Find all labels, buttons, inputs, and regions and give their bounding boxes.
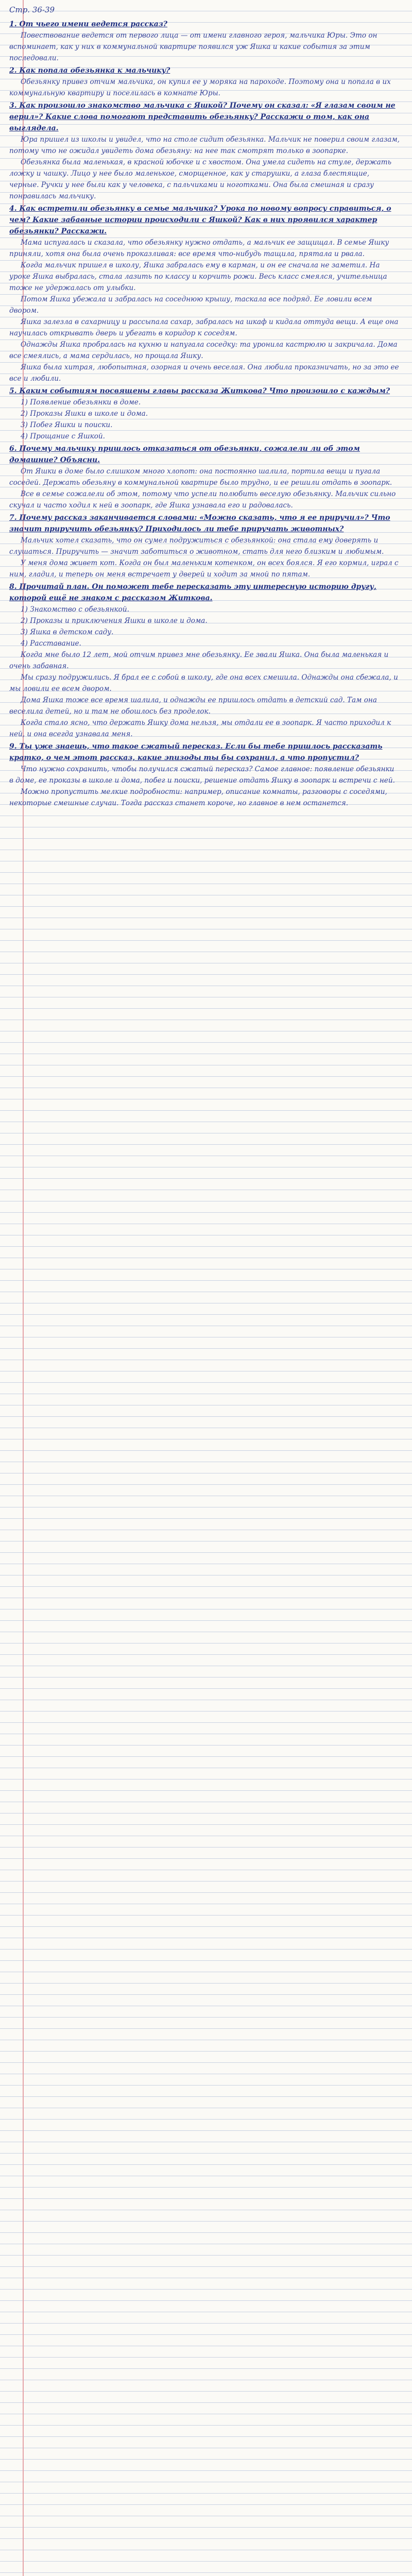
question-5: 5. Каким событиям посвящены главы рассказа Житкова? Что произошло с каждым? [9, 387, 390, 395]
answer-paragraph: Что нужно сохранить, чтобы получился сжатый пересказ? Самое главное: появление обезьянки в доме, ее проказы в школе и дома, побег и поиски, решение отдать Яшку в зоопарк и встречи с ней. [9, 765, 395, 785]
answer-paragraph: Яшка залезла в сахарницу и рассыпала сахар, забралась на шкаф и кидала оттуда вещи. А еще она научилась открывать дверь и убегать в коридор к соседям. [9, 318, 399, 337]
answer-paragraph: Однажды Яшка пробралась на кухню и напугала соседку: та уронила кастрюлю и закричала. Дома все смеялись, а мама сердилась, но прощала Яшку. [9, 341, 398, 360]
list-item: 2) Проказы Яшки в школе и дома. [21, 410, 148, 418]
content [9, 19, 400, 809]
answer-paragraph: Обезьянка была маленькая, в красной юбочке и с хвостом. Она умела сидеть на стуле, держать ложку и чашку. Лицо у нее было маленькое, сморщенное, как у старушки, а глаза блестящие, черные. Ручки у нее были как у человека, с пальчиками и ноготками. Она была смешная и сразу понравилась мальчику. [9, 158, 392, 200]
answer-paragraph: Яшка была хитрая, любопытная, озорная и очень веселая. Она любила проказничать, но за это ее все и любили. [9, 363, 399, 383]
page-number: Стр. 36-39 [9, 5, 55, 14]
list-item: 1) Появление обезьянки в доме. [21, 398, 141, 406]
answer-list [9, 604, 400, 649]
question-8: 8. Прочитай план. Он поможет тебе пересказать эту интересную историю другу, которой ещё не знаком с рассказом Житкова. [9, 583, 376, 602]
section-1 [9, 19, 400, 64]
section-9 [9, 741, 400, 809]
answer-list [9, 397, 400, 442]
answer-paragraph: Мальчик хотел сказать, что он сумел подружиться с обезьянкой: она стала ему доверять и слушаться. Приручить — значит заботиться о животном, стать для него близким и любимым. [9, 536, 384, 556]
list-item: 2) Проказы и приключения Яшки в школе и дома. [21, 617, 208, 625]
list-item: 3) Побег Яшки и поиски. [21, 421, 113, 429]
section-3 [9, 100, 400, 202]
section-6 [9, 443, 400, 511]
section-2 [9, 65, 400, 99]
list-item: 1) Знакомство с обезьянкой. [21, 605, 129, 614]
list-item: 3) Яшка в детском саду. [21, 628, 114, 636]
section-5 [9, 385, 400, 442]
answer-paragraph: Когда мальчик пришел в школу, Яшка забралась ему в карман, и он ее сначала не заметил. На уроке Яшка выбралась, стала лазить по классу и корчить рожи. Весь класс смеялся, учительница тоже не удержалась от улыбки. [9, 261, 387, 292]
answer-paragraph: Все в семье сожалели об этом, потому что успели полюбить веселую обезьянку. Мальчик сильно скучал и часто ходил к ней в зоопарк, где Яшка узнавала его и радовалась. [9, 490, 396, 510]
section-7 [9, 512, 400, 580]
question-7: 7. Почему рассказ заканчивается словами: «Можно сказать, что я ее приручил»? Что значит приручить обезьянку? Приходилось ли тебе приручать животных? [9, 514, 390, 533]
section-4 [9, 203, 400, 384]
answer-paragraph: Юра пришел из школы и увидел, что на столе сидит обезьянка. Мальчик не поверил своим глазам, потому что не ожидал увидеть дома обезьяну: на нее так смотрят только в зоопарке. [9, 135, 400, 155]
answer-paragraph: Можно пропустить мелкие подробности: например, описание комнаты, разговоры с соседями, некоторые смешные случаи. Тогда рассказ станет короче, но главное в нем останется. [9, 788, 387, 807]
question-9: 9. Ты уже знаешь, что такое сжатый пересказ. Если бы тебе пришлось рассказать кратко, о чем этот рассказ, какие эпизоды ты бы сохранил, а что пропустил? [9, 742, 383, 762]
answer-paragraph: Мама испугалась и сказала, что обезьянку нужно отдать, а мальчик ее защищал. В семье Яшку приняли, хотя она была очень проказливая: все время что-нибудь тащила, прятала и рвала. [9, 239, 389, 258]
list-item: 4) Прощание с Яшкой. [21, 432, 105, 440]
answer-paragraph: Мы сразу подружились. Я брал ее с собой в школу, где она всех смешила. Однажды она сбежала, и мы ловили ее всем двором. [9, 673, 398, 693]
answer-paragraph: Когда стало ясно, что держать Яшку дома нельзя, мы отдали ее в зоопарк. Я часто приходил к ней, и она всегда узнавала меня. [9, 719, 391, 738]
answer-paragraph: Обезьянку привез отчим мальчика, он купил ее у моряка на пароходе. Поэтому она и попала в их коммунальную квартиру и поселилась в комнате Юры. [9, 78, 391, 97]
section-8 [9, 581, 400, 740]
answer-paragraph: Дома Яшка тоже все время шалила, и однажды ее пришлось отдать в детский сад. Там она веселила детей, но и там не обошлось без проделок. [9, 696, 377, 716]
answer-paragraph: От Яшки в доме было слишком много хлопот: она постоянно шалила, портила вещи и пугала соседей. Держать обезьяну в коммунальной квартире было трудно, и ее решили отдать в зоопарк. [9, 467, 392, 487]
answer-paragraph: У меня дома живет кот. Когда он был маленьким котенком, он всех боялся. Я его кормил, играл с ним, гладил, и теперь он меня встречает у дверей и ходит за мной по пятам. [9, 559, 399, 579]
question-1: 1. От чьего имени ведется рассказ? [9, 20, 167, 28]
answer-paragraph: Потом Яшка убежала и забралась на соседнюю крышу, таскала все подряд. Ее ловили всем двором. [9, 295, 372, 315]
list-item: 4) Расставание. [21, 639, 81, 648]
answer-paragraph: Когда мне было 12 лет, мой отчим привез мне обезьянку. Ее звали Яшка. Она была маленькая и очень забавная. [9, 651, 389, 670]
answer-paragraph: Повествование ведется от первого лица — от имени главного героя, мальчика Юры. Это он вспоминает, как у них в коммунальной квартире появился уж Яшка и какие события за этим последовали. [9, 31, 377, 62]
question-6: 6. Почему мальчику пришлось отказаться от обезьянки, сожалели ли об этом домашние? Объясни. [9, 445, 360, 464]
question-2: 2. Как попала обезьянка к мальчику? [9, 66, 170, 75]
question-4: 4. Как встретили обезьянку в семье мальчика? Урока по новому вопросу справиться, о чем? Какие забавные истории происходили с Яшкой? Как в них проявился характер обезьянки? Расскажи. [9, 205, 391, 235]
question-3: 3. Как произошло знакомство мальчика с Яшкой? Почему он сказал: «Я глазам своим не верил»? Какие слова помогают представить обезьянку? Расскажи о том, как она выглядела. [9, 101, 396, 132]
